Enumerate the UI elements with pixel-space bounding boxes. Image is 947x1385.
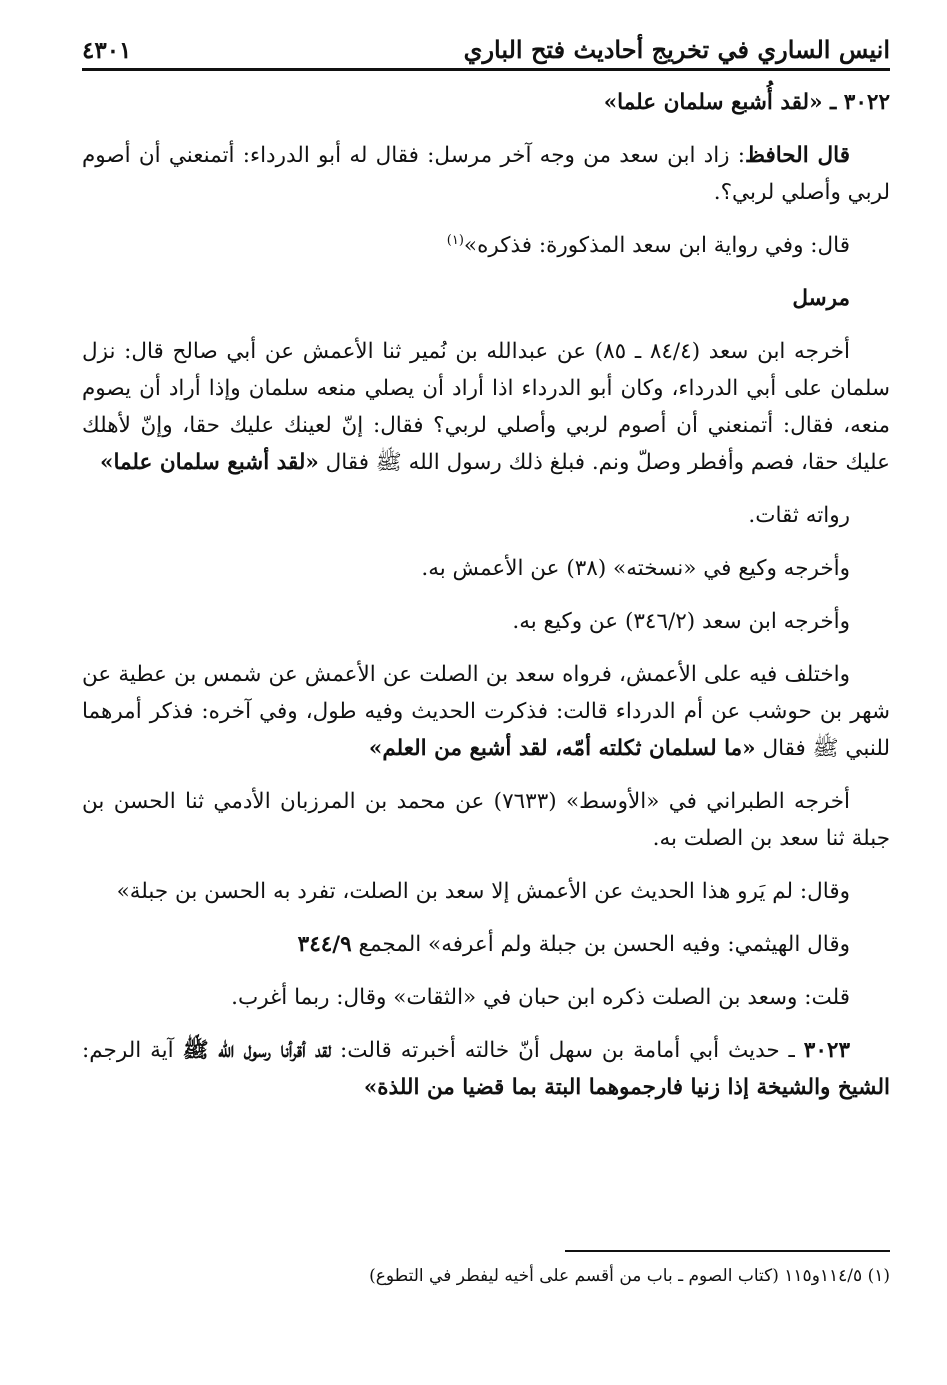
- hadith-3023-bold1: لقد أقرأنا رسول الله ﷺ: [182, 1038, 332, 1063]
- hadith-3023: [82, 1032, 890, 1106]
- footnote-marker: (١): [446, 232, 464, 248]
- qala-paragraph: [82, 227, 890, 264]
- haythami-ref: ٣٤٤/٩: [297, 932, 352, 957]
- ruwat-line: رواته ثقات.: [748, 503, 850, 528]
- takhrij-text: أخرجه ابن سعد (٨٤/٤ ـ ٨٥) عن عبدالله بن نُمير ثنا الأعمش عن أبي صالح قال: نزل سلمان على أبي الدرداء، وكان أبو الدرداء اذا أراد أن يصلي منعه سلمان وإذا أراد أن يصوم منعه، فقال: أتمنعني أن أصوم لربي وأصلي لربي؟ فقال: إنّ لعينك عليك حقا، وإنّ لأهلك عليك حقا، فصم وأفطر وصلّ ونم. فبلغ ذلك رسول الله ﷺ فقال: [82, 339, 890, 475]
- hafiz-label: قال الحافظ: [745, 143, 850, 168]
- ikhtilaf-quote: «ما لسلمان ثكلته أمّه، لقد أشبع من العلم»: [368, 736, 756, 761]
- qala2-paragraph: وقال: لم يَرو هذا الحديث عن الأعمش إلا سعد بن الصلت، تفرد به الحسن بن جبلة»: [116, 879, 850, 904]
- hadith-3023-lead: آية الرجم:: [82, 1038, 174, 1063]
- page-number: ٤٣٠١: [82, 37, 132, 64]
- tabarani-paragraph: أخرجه الطبراني في «الأوسط» (٧٦٣٣) عن محمد بن المرزبان الأدمي ثنا الحسن بن جبلة ثنا سعد بن الصلت به.: [82, 789, 890, 851]
- haythami-paragraph: [82, 926, 890, 963]
- book-title: انيس الساري في تخريج أحاديث فتح الباري: [463, 35, 890, 64]
- footnote-divider: [565, 1250, 890, 1252]
- hafiz-paragraph: [82, 137, 890, 211]
- page-header: [82, 32, 890, 71]
- qala-text: قال: وفي رواية ابن سعد المذكورة: فذكره»: [463, 233, 850, 258]
- ikhtilaf-text: واختلف فيه على الأعمش، فرواه سعد بن الصلت عن الأعمش عن شمس بن عطية عن شهر بن حوشب عن أم الدرداء قالت: فذكرت الحديث وفيه طول، وفي آخره: فذكر أمرهما للنبي ﷺ فقال: [82, 662, 890, 761]
- page-body: [82, 84, 890, 1122]
- takhrij-quote: «لقد أشبع سلمان علما»: [100, 450, 319, 475]
- hafiz-text: : زاد ابن سعد من وجه آخر مرسل: فقال له أبو الدرداء: أتمنعني أن أصوم لربي وأصلي لربي؟.: [82, 143, 890, 205]
- hadith-3023-text: ـ حديث أبي أمامة بن سهل أنّ خالته أخبرته قالت:: [331, 1038, 804, 1063]
- takhrij-paragraph: [82, 333, 890, 481]
- haythami-text: وقال الهيثمي: وفيه الحسن بن جبلة ولم أعرفه» المجمع: [351, 932, 850, 957]
- qultu-paragraph: قلت: وسعد بن الصلت ذكره ابن حبان في «الثقات» وقال: ربما أغرب.: [231, 985, 850, 1010]
- ibn-saad-line: وأخرجه ابن سعد (٣٤٦/٢) عن وكيع به.: [512, 609, 850, 634]
- hadith-heading: ٣٠٢٢ ـ «لقد أُشبع سلمان علما»: [603, 90, 890, 115]
- waki-line: وأخرجه وكيع في «نسخته» (٣٨) عن الأعمش به.: [421, 556, 850, 581]
- hadith-number: ٣٠٢٣: [803, 1038, 850, 1063]
- hadith-3023-bold2: الشيخ والشيخة إذا زنيا فارجموهما البتة بما قضيا من اللذة»: [363, 1075, 890, 1100]
- footnote: (١) ١١٤/٥و١١٥ (كتاب الصوم ـ باب من أقسم على أخيه ليفطر في التطوع): [369, 1266, 890, 1286]
- ikhtilaf-paragraph: [82, 656, 890, 767]
- mursal-label: مرسل: [792, 286, 850, 311]
